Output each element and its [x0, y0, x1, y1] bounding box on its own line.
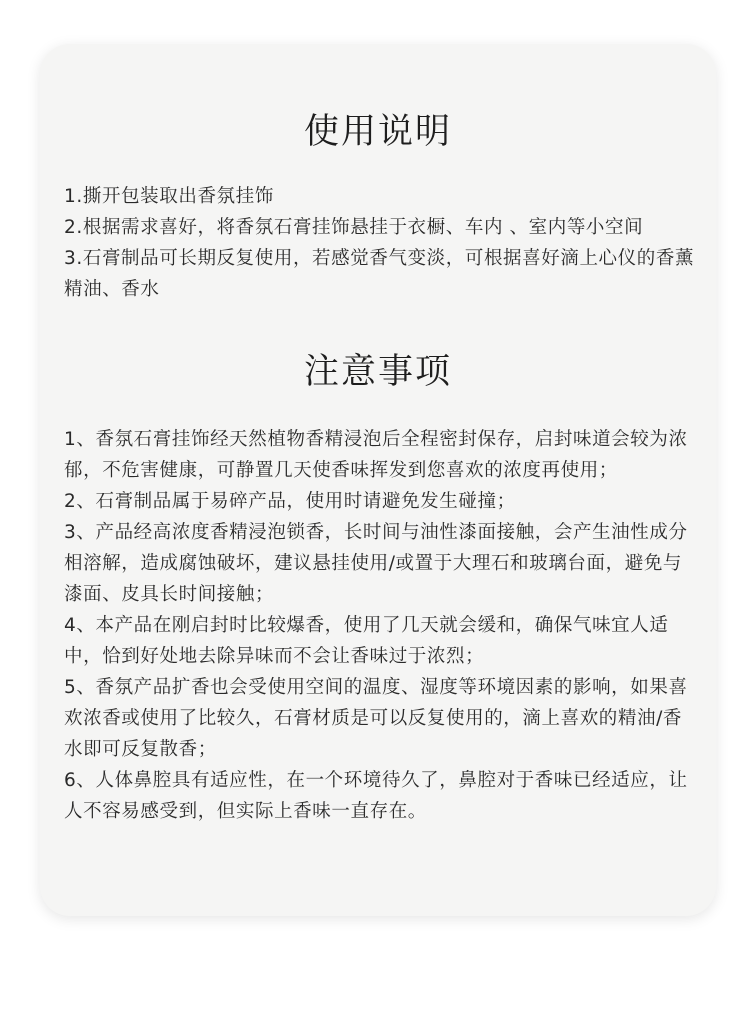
notes-item-4: 4、本产品在刚启封时比较爆香，使用了几天就会缓和，确保气味宜人适中，恰到好处地去除异味而不会让香味过于浓烈； [64, 615, 669, 667]
notes-item-6: 6、人体鼻腔具有适应性，在一个环境待久了，鼻腔对于香味已经适应，让人不容易感受到，但实际上香味一直存在。 [64, 770, 688, 822]
notes-item-2: 2、石膏制品属于易碎产品，使用时请避免发生碰撞； [64, 491, 516, 512]
notes-item-3: 3、产品经高浓度香精浸泡锁香，长时间与油性漆面接触，会产生油性成分相溶解，造成腐蚀破坏，建议悬挂使用/或置于大理石和玻璃台面，避免与漆面、皮具长时间接触； [64, 522, 688, 605]
usage-title: 使用说明 [303, 112, 452, 152]
usage-item-1: 1.撕开包装取出香氛挂饰 [64, 186, 274, 207]
notes-list [64, 424, 698, 827]
usage-item-2: 2.根据需求喜好，将香氛石膏挂饰悬挂于衣橱、车内 、室内等小空间 [64, 217, 644, 238]
notes-item-1: 1、香氛石膏挂饰经天然植物香精浸泡后全程密封保存，启封味道会较为浓郁，不危害健康，可静置几天使香味挥发到您喜欢的浓度再使用； [64, 429, 688, 481]
notes-item-5: 5、香氛产品扩香也会受使用空间的温度、湿度等环境因素的影响，如果喜欢浓香或使用了比较久，石膏材质是可以反复使用的，滴上喜欢的精油/香水即可反复散香； [64, 677, 688, 760]
notes-title: 注意事项 [303, 352, 452, 392]
instructions-card [40, 44, 716, 916]
usage-list [64, 181, 698, 305]
usage-item-3: 3.石膏制品可长期反复使用，若感觉香气变淡，可根据喜好滴上心仪的香薰精油、香水 [64, 248, 695, 300]
